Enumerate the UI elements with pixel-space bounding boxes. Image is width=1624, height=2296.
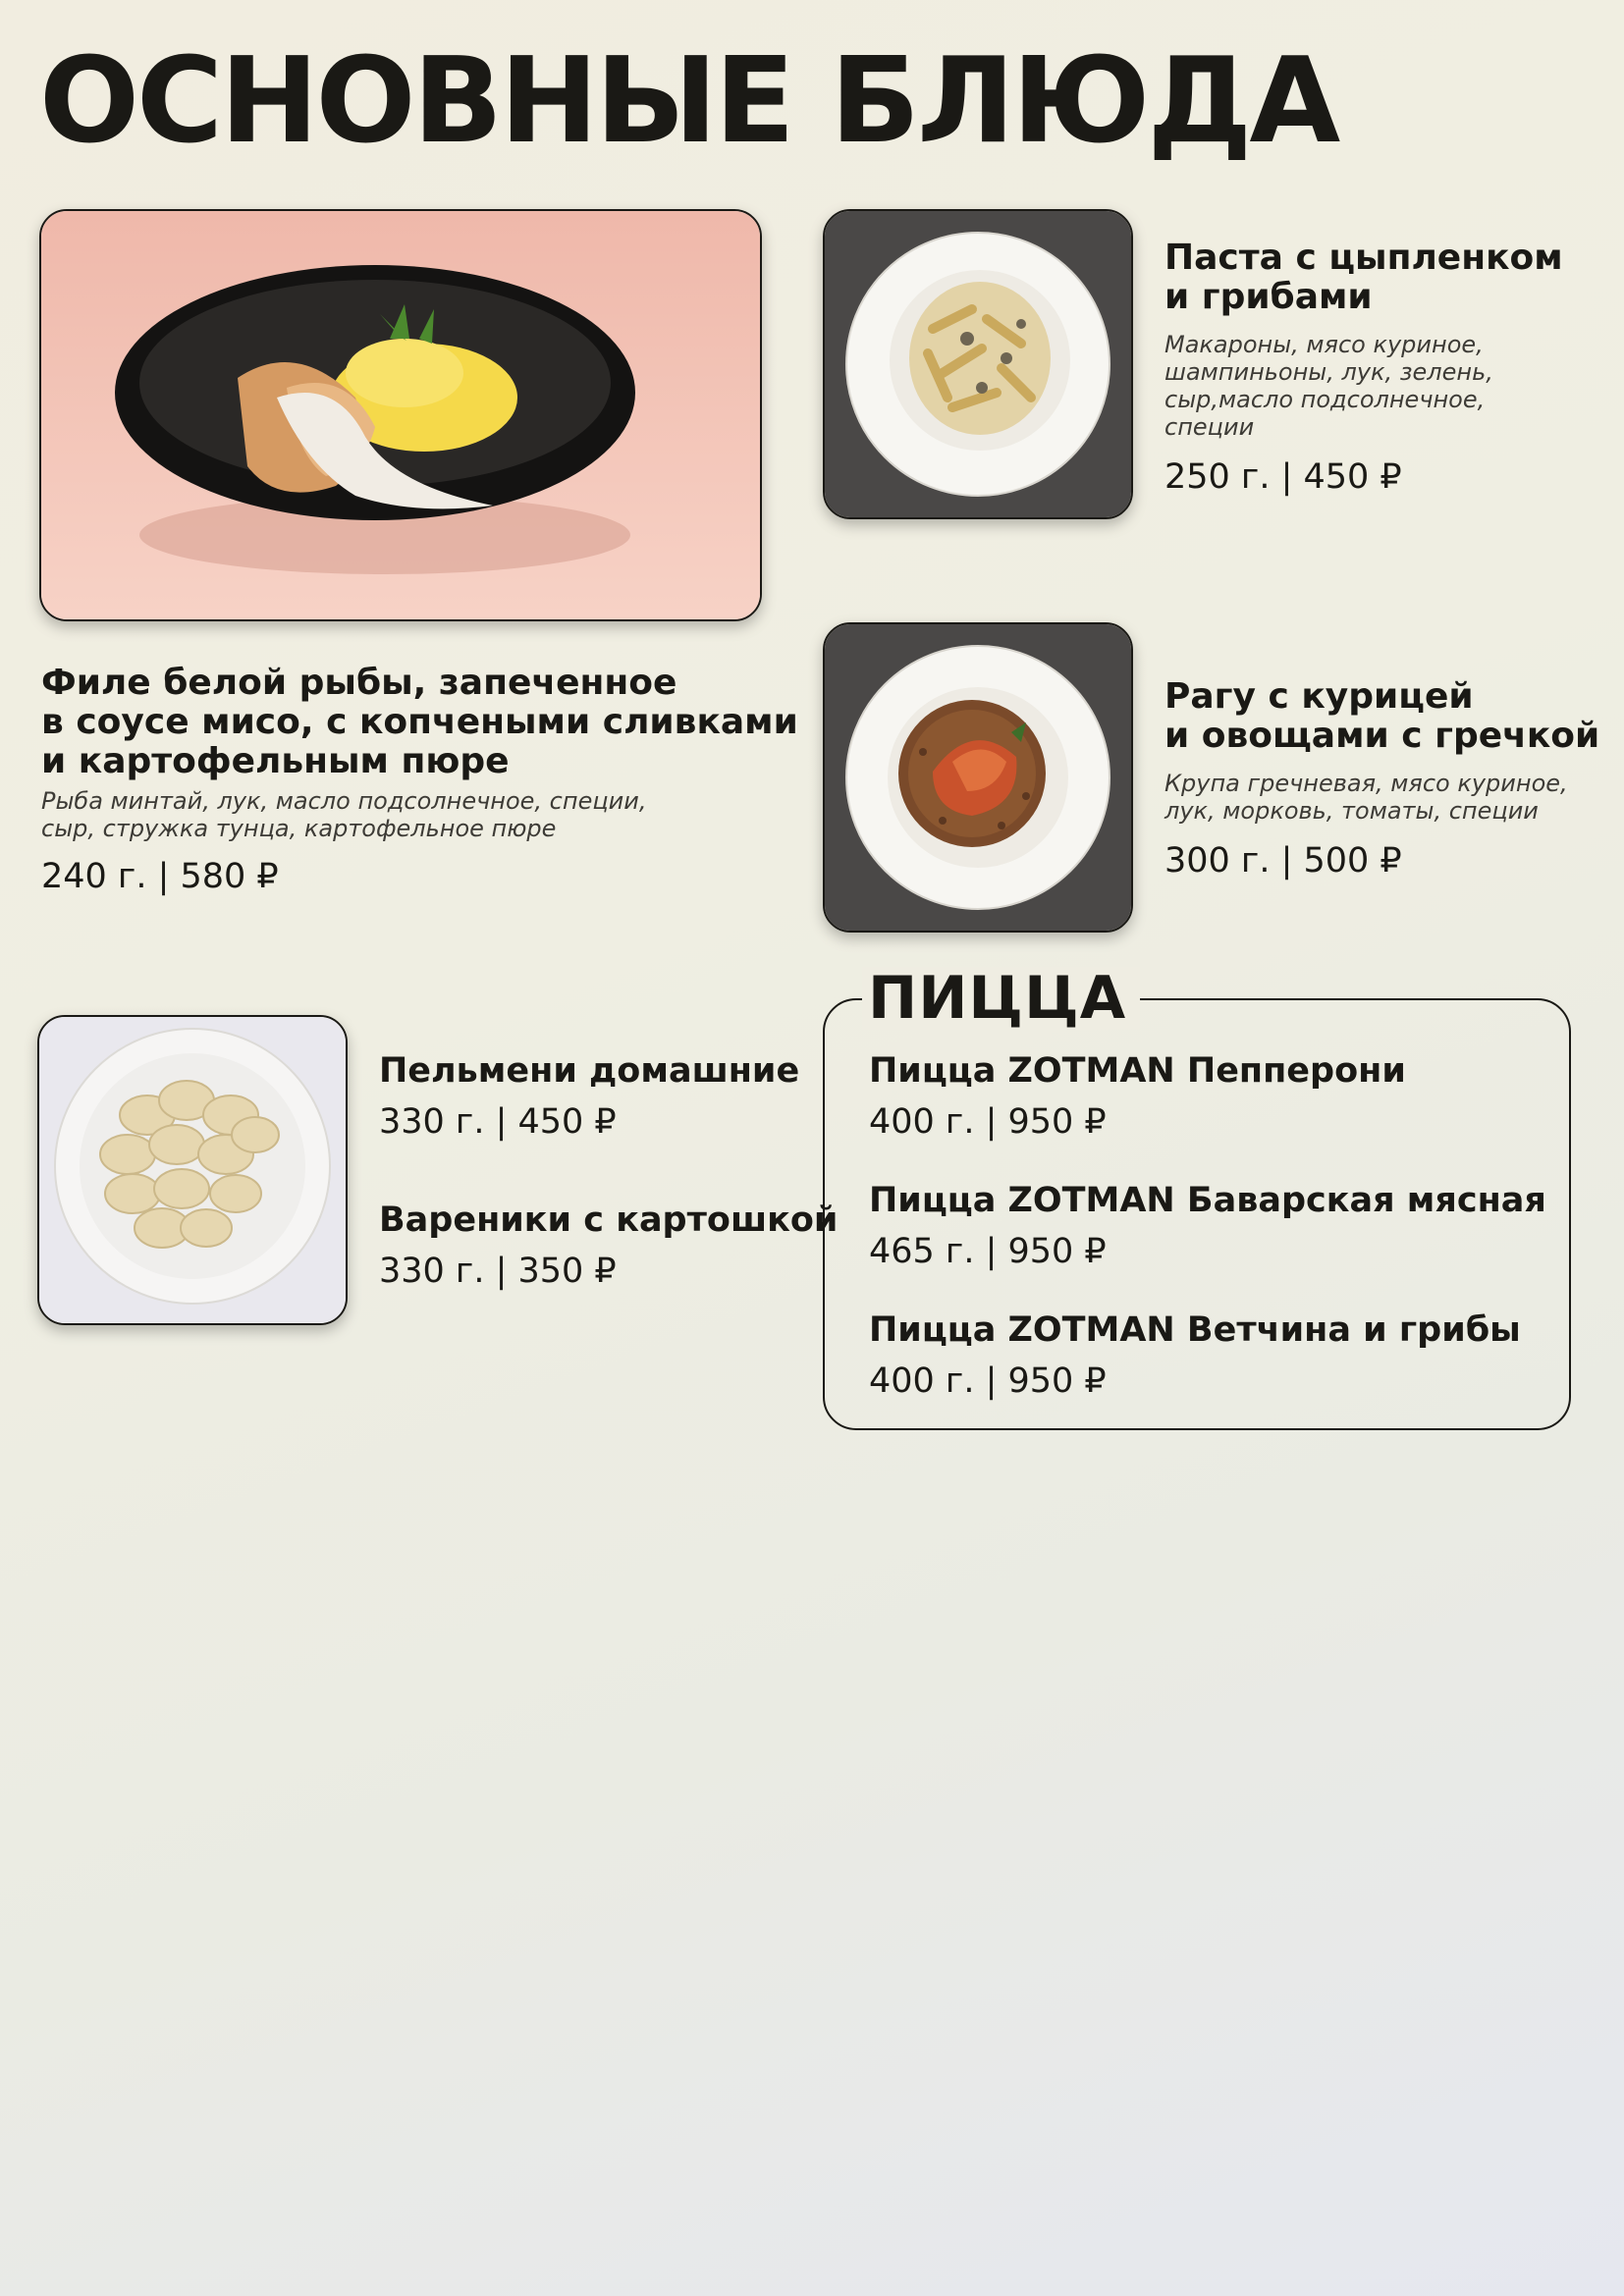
pizza-name: Пицца ZOTMAN Баварская мясная [869,1181,1546,1220]
dish-description-line: специи [1164,413,1255,441]
dish-price: 330 г. | 350 ₽ [379,1252,617,1291]
dish-name-line: Рагу с курицей [1164,676,1474,717]
dish-description-line: лук, морковь, томаты, специи [1164,797,1539,825]
pizza-item [869,1309,1521,1402]
pizza-item [869,1050,1406,1143]
dish-price: 250 г. | 450 ₽ [1164,457,1402,497]
dish-name-line: в соусе мисо, с копчеными сливками [41,702,798,742]
dish-name: Пельмени домашние [379,1051,800,1091]
pasta-dish-info [1164,239,1563,498]
pelmeni-info [379,1050,799,1143]
pizza-price: 465 г. | 950 ₽ [869,1232,1107,1271]
vareniki-info [379,1200,838,1292]
dish-description-line: Макароны, мясо куриное, [1164,331,1484,358]
dish-price: 330 г. | 450 ₽ [379,1102,617,1142]
pizza-name: Пицца ZOTMAN Пепперони [869,1051,1406,1091]
dish-description-line: Крупа гречневая, мясо куриное, [1164,770,1568,797]
ragout-dish-info [1164,677,1599,881]
pizza-price: 400 г. | 950 ₽ [869,1102,1107,1142]
dish-price: 300 г. | 500 ₽ [1164,841,1402,881]
pizza-section-title: ПИЦЦА [862,967,1140,1030]
dumplings-dish-photo [37,1015,348,1325]
dish-price: 240 г. | 580 ₽ [41,857,279,896]
dish-name-line: Паста с цыпленком [1164,238,1563,278]
dish-name-line: Филе белой рыбы, запеченное [41,663,677,703]
dish-name-line: и картофельным пюре [41,741,510,781]
dish-description-line: сыр, стружка тунца, картофельное пюре [41,815,557,842]
dish-description-line: шампиньоны, лук, зелень, [1164,358,1493,386]
dish-description-line: Рыба минтай, лук, масло подсолнечное, специи, [41,787,647,815]
page-title: ОСНОВНЫЕ БЛЮДА [39,33,1338,170]
pizza-name: Пицца ZOTMAN Ветчина и грибы [869,1310,1521,1350]
dish-name-line: и овощами с гречкой [1164,716,1600,756]
pizza-item [869,1180,1546,1272]
dish-name-line: и грибами [1164,277,1373,317]
fish-dish-photo [39,209,762,621]
fish-dish-info [41,664,798,897]
pasta-dish-photo [823,209,1133,519]
ragout-dish-photo [823,622,1133,933]
dish-description-line: сыр,масло подсолнечное, [1164,386,1486,413]
dish-name: Вареники с картошкой [379,1201,839,1240]
pizza-price: 400 г. | 950 ₽ [869,1362,1107,1401]
